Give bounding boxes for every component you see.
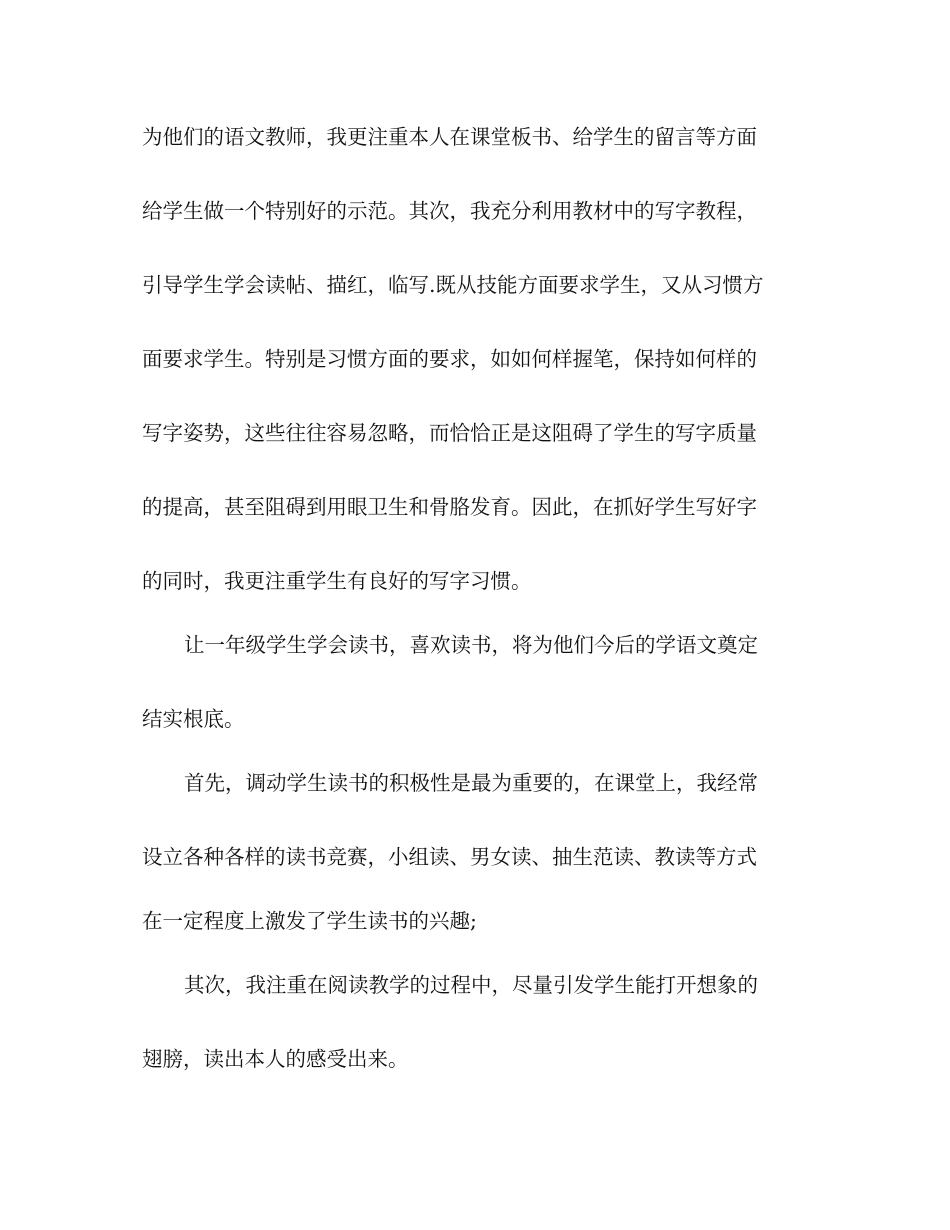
text-line: 面要求学生。特别是习惯方面的要求，如如何样握笔，保持如何样的 <box>142 347 757 371</box>
text-line: 为他们的语文教师，我更注重本人在课堂板书、给学生的留言等方面 <box>142 125 757 149</box>
text-line: 的同时，我更注重学生有良好的写字习惯。 <box>142 569 532 593</box>
text-line: 给学生做一个特别好的示范。其次，我充分利用教材中的写字教程， <box>142 199 757 223</box>
text-line: 结实根底。 <box>142 707 245 731</box>
text-line: 翅膀，读出本人的感受出来。 <box>142 1047 409 1071</box>
text-line: 首先，调动学生读书的积极性是最为重要的，在课堂上，我经常 <box>184 771 758 795</box>
text-line: 设立各种各样的读书竞赛，小组读、男女读、抽生范读、教读等方式 <box>142 845 757 869</box>
text-line: 其次，我注重在阅读教学的过程中，尽量引发学生能打开想象的 <box>184 973 758 997</box>
text-line: 的提高，甚至阻碍到用眼卫生和骨胳发育。因此，在抓好学生写好字 <box>142 495 757 519</box>
text-line: 写字姿势，这些往往容易忽略，而恰恰正是这阻碍了学生的写字质量 <box>142 421 757 445</box>
text-line: 让一年级学生学会读书，喜欢读书，将为他们今后的学语文奠定 <box>184 633 758 657</box>
text-line: 引导学生学会读帖、描红，临写.既从技能方面要求学生，又从习惯方 <box>142 273 764 297</box>
text-line: 在一定程度上激发了学生读书的兴趣; <box>142 909 477 933</box>
